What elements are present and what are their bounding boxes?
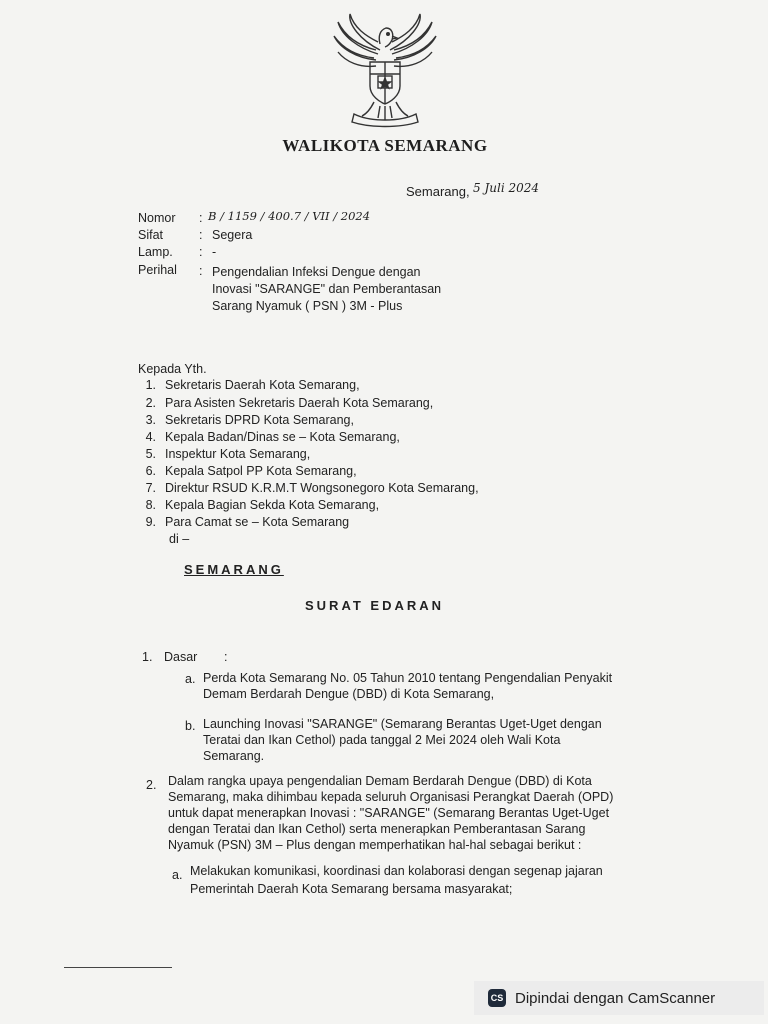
meta-label-sifat: Sifat — [138, 228, 164, 242]
letter-title: SURAT EDARAN — [305, 598, 445, 613]
dasar-a-letter: a. — [185, 672, 196, 686]
point2-a-line: Melakukan komunikasi, koordinasi dan kolaborasi dengan segenap jajaran — [190, 864, 603, 878]
place-label: Semarang, — [406, 184, 470, 199]
recipient-number: 2. — [145, 396, 156, 410]
recipient-text: Para Asisten Sekretaris Daerah Kota Semarang, — [165, 396, 434, 410]
meta-sep-nomor: : — [199, 211, 203, 225]
handwritten-date: 5 Juli 2024 — [473, 181, 540, 195]
meta-label-nomor: Nomor — [138, 211, 176, 225]
point2-a-line: Pemerintah Daerah Kota Semarang bersama masyarakat; — [190, 882, 513, 896]
dasar-b-line: Launching Inovasi "SARANGE" (Semarang Berantas Uget-Uget dengan — [203, 717, 602, 731]
recipient-text: Kepala Satpol PP Kota Semarang, — [165, 464, 357, 478]
dasar-number: 1. — [142, 650, 153, 664]
recipient-text: Sekretaris DPRD Kota Semarang, — [165, 413, 354, 427]
recipient-number: 9. — [145, 515, 156, 529]
meta-value-lamp: - — [212, 245, 217, 259]
point2-line: untuk dapat menerapkan Inovasi : "SARANGE" (Semarang Berantas Uget-Uget — [168, 806, 610, 820]
recipient-text: Para Camat se – Kota Semarang — [165, 515, 350, 529]
recipient-text: Direktur RSUD K.R.M.T Wongsonegoro Kota Semarang, — [165, 481, 479, 495]
point2-a-letter: a. — [172, 868, 183, 882]
dasar-a-line: Perda Kota Semarang No. 05 Tahun 2010 tentang Pengendalian Penyakit — [203, 671, 613, 685]
point2-line: Nyamuk (PSN) 3M – Plus dengan memperhatikan hal-hal sebagai berikut : — [168, 838, 582, 852]
point2-line: dengan Teratai dan Ikan Cethol) serta menerapkan Pemberantasan Sarang — [168, 822, 586, 836]
meta-sep-lamp: : — [199, 245, 203, 259]
dasar-b-line: Teratai dan Ikan Cethol) pada tanggal 2 Mei 2024 oleh Wali Kota — [203, 733, 561, 747]
recipient-text: Kepala Badan/Dinas se – Kota Semarang, — [165, 430, 400, 444]
scan-edge-line — [64, 967, 172, 968]
dasar-label: Dasar — [164, 650, 198, 664]
recipients-intro: Kepada Yth. — [138, 362, 207, 376]
recipient-number: 8. — [145, 498, 156, 512]
recipient-text: Inspektur Kota Semarang, — [165, 447, 311, 461]
recipient-number: 6. — [145, 464, 156, 478]
recipient-number: 5. — [145, 447, 156, 461]
recipient-number: 4. — [145, 430, 156, 444]
meta-label-lamp: Lamp. — [138, 245, 173, 259]
garuda-emblem-icon — [330, 10, 440, 130]
recipient-city: SEMARANG — [184, 562, 284, 577]
meta-value-sifat: Segera — [212, 228, 253, 242]
recipient-number: 1. — [145, 378, 156, 392]
dasar-b-line: Semarang. — [203, 749, 265, 763]
dasar-b-letter: b. — [185, 719, 196, 733]
dasar-a-line: Demam Berdarah Dengue (DBD) di Kota Semarang, — [203, 687, 495, 701]
recipient-number: 7. — [145, 481, 156, 495]
meta-label-perihal: Perihal — [138, 263, 177, 277]
meta-value-perihal-line: Sarang Nyamuk ( PSN ) 3M - Plus — [212, 299, 403, 313]
camscanner-logo-icon: CS — [488, 989, 506, 1007]
camscanner-watermark — [474, 981, 764, 1015]
recipient-text: Sekretaris Daerah Kota Semarang, — [165, 378, 360, 392]
meta-value-perihal-line: Inovasi "SARANGE" dan Pemberantasan — [212, 282, 442, 296]
meta-value-perihal-line: Pengendalian Infeksi Dengue dengan — [212, 265, 421, 279]
point2-line: Semarang, maka dihimbau kepada seluruh Organisasi Perangkat Daerah (OPD) — [168, 790, 614, 804]
camscanner-text: Dipindai dengan CamScanner — [515, 989, 716, 1007]
letterhead-title: WALIKOTA SEMARANG — [282, 136, 488, 155]
recipient-text: Kepala Bagian Sekda Kota Semarang, — [165, 498, 380, 512]
dasar-colon: : — [224, 650, 228, 664]
recipient-di: di – — [169, 532, 190, 546]
meta-sep-sifat: : — [199, 228, 203, 242]
recipient-number: 3. — [145, 413, 156, 427]
meta-sep-perihal: : — [199, 264, 203, 278]
point2-line: Dalam rangka upaya pengendalian Demam Berdarah Dengue (DBD) di Kota — [168, 774, 592, 788]
meta-value-nomor: B / 1159 / 400.7 / VII / 2024 — [208, 209, 371, 223]
point2-number: 2. — [146, 778, 157, 792]
